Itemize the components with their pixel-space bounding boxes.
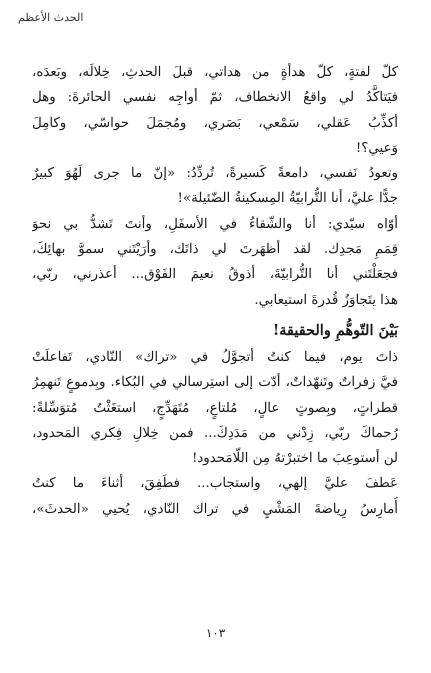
text-line: فجعَلْتَني أنا التُّرابيّةَ، أذوقُ نعيمَ الفَوْق... أعذرني، ربّي، xyxy=(32,267,398,283)
text-line: فيَتاكَّدُ لي واقعُ الانخطاف، ثمّ أواجِه نفسي الحائرةَ: وهل xyxy=(32,90,398,106)
paragraph xyxy=(32,161,398,212)
section-heading: بَيْنَ التّوهُّمِ والحقيقة! xyxy=(272,321,398,339)
text-line: وَعيي؟! xyxy=(355,140,398,156)
page-body xyxy=(32,60,398,522)
text-line: أكذِّبُ عَقلي، سَمْعي، بَصَري، ومُجمَلَ حواسّي، وكامِلَ xyxy=(32,115,398,131)
paragraph xyxy=(32,60,398,161)
text-line: أوّاه سيّدي: أنا والشّقاءُ في الأسفَلِ، وأنتَ تَشدُّ بي نحوَ xyxy=(32,216,398,232)
running-head: الحدث الأعظم xyxy=(18,11,84,24)
text-line: قِمَمِ مَجدِك. لقد أظهَرتَ لي ذاتَك، وأرَيْتَني سموَّ بهائِكَ، xyxy=(32,242,398,258)
text-line: وتعودُ نَفسي، دامعةً كَسيرةً، تُردِّدُ: «إنّ ما جرى لَهُوَ كبيرٌ xyxy=(32,166,398,182)
text-line: فيَّ زفراتٌ وتَنهّداتٌ، أدّت إلى استِرسالي في البُكاء. وبِدموعٍ تَنهمِرُ xyxy=(32,375,398,391)
text-line: لن أستوعِبَ ما اختبرْتهُ مِن اللّامَحدود! xyxy=(191,451,398,467)
text-line: جدًّا عليَّ، أنا التُّرابيّةُ المِسكينةُ الضّئيلة»! xyxy=(177,191,398,207)
paragraph xyxy=(32,471,398,522)
text-line: عَطفَ عليَّ إلهي، واستجاب... فطَفِقَ، أثناءَ ما كنتُ xyxy=(32,476,398,492)
paragraph xyxy=(32,212,398,313)
text-line: أُمارِسُ رِياضةَ المَشْيِ في تراك النّادي، يُحيي «الحدثَ»، xyxy=(32,501,398,517)
text-line: قطراتٍ، وبِصوتٍ عالٍ، مُلتاعٍ، مُتَهَدِّجٍ، استغَثْتُ مُتوَسِّلةً: xyxy=(32,400,398,416)
paragraph xyxy=(32,345,398,471)
page-number: ١٠٣ xyxy=(205,626,226,640)
text-line: رُحماكَ ربّي، زِدْني من مَدَدِكَ... فمن خِلالِ فِكري المَحدود، xyxy=(32,425,398,441)
text-line: ذاتَ يوم، فيما كنتُ أتجوَّلُ في «تراك» النّادي، تَفاعلَتْ xyxy=(32,349,398,365)
text-line: هذا يتَجاوَزُ قُدرةَ استيعابي. xyxy=(254,292,398,308)
text-line: كلّ لفتةٍ، كلّ هدأةٍ من هداتي، قبلَ الحدثِ، خِلالَه، وبَعدَه، xyxy=(32,65,398,80)
